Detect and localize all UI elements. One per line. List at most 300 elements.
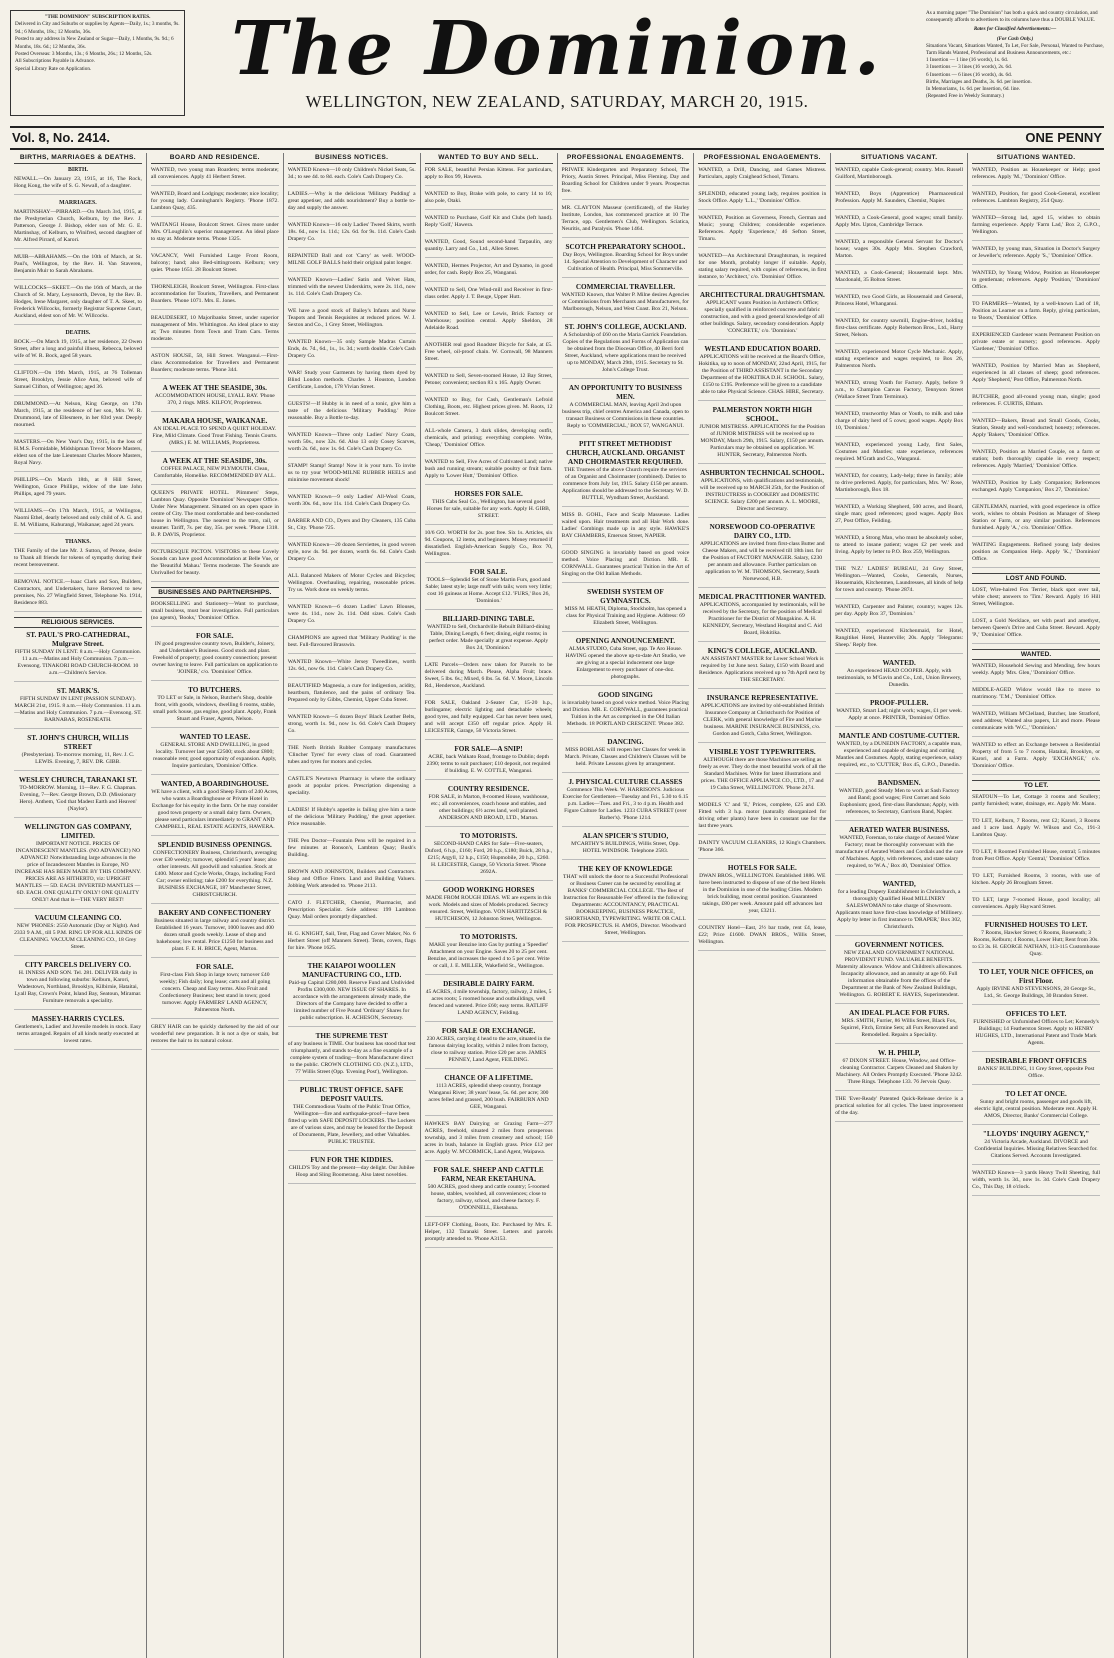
advertisement-body: THIS Cabs Seal Co., Wellington, has several good Horses for sale, suitable for any work. Apply H. GIBB, STREET.: [426, 499, 551, 519]
advertisement-heading: FOR SALE—A SNIP!: [454, 745, 523, 753]
classified-notice: WANTED, Position as Housekeeper or Help; good references. Apply 'M.,' 'Dominion' Office.: [972, 167, 1100, 186]
display-advertisement: [698, 748, 826, 797]
display-advertisement: [835, 880, 963, 936]
classified-columns: [10, 153, 1104, 1658]
advertisement-heading: CHANCE OF A LIFETIME.: [444, 1074, 533, 1082]
advertisement-heading: MASSEY-HARRIS CYCLES.: [31, 1015, 125, 1023]
advertisement-body: WANTED Known, that Walter P. Milne desires Agencies or Commissions from Merchants and Manufacturers, for Marlborough, Nelson, and West Coast. Box 21, Nelson.: [561, 292, 690, 312]
classified-notice: THORNLEIGH, Boulcott Street, Wellington. First-class accommodation for Tourists, Travellers, and Permanent Boarders. 'Phone 1071. Mrs. E. Jones.: [151, 284, 279, 310]
classified-notice: WANTED, a Strong Man, who must be absolutely sober, to attend to insane patient; wages £2 per week and living. Apply by letter to P.O. Box 259, Wellington.: [835, 535, 963, 561]
advertisement-body: DWAN BROS., WELLINGTON. Established 1886. WE have been instructed to dispose of one of the best Hotels in the Dominion in one of the leading Cities. Modern brick building, most central position. Guaranteed takings, £80 per week. Amount paid off advances last year, £3211.: [699, 873, 826, 914]
advertisement-heading: TO LET, YOUR NICE OFFICES, on First Floor.: [978, 968, 1094, 985]
column-header: BOARD AND RESIDENCE.: [151, 153, 279, 164]
classified-notice: WAR! Study your Garments by having them dyed by Blind London methods. Charles J. Houston, London Certificate, London, 178 Vivian Street.: [288, 370, 416, 396]
advertisement-body: is invariably based on good voice method. Voice Placing and Diction. MR. E. CORNWALL, guarantees practical Tuition in the Art as comprised in the Old Italian Methods. 18 PORTLAND CRESCENT. 'Phone 382.: [562, 700, 689, 727]
display-advertisement: [562, 440, 690, 507]
classified-notice: WANTED to Purchase, Golf Kit and Clubs (left hand). Reply 'Golf,' Hawera.: [425, 215, 553, 234]
advertisement-body: WANTED, Foreman, to take charge of Aerated Water Factory; must be thoroughly conversant with the manufacture of Aerated Waters and Cordials and the care of Machines. Apply, with references, and state salary required, to 'W.A.,' Box 40, 'Dominion' Office.: [835, 835, 964, 869]
advertisement-body: NEW ZEALAND GOVERNMENT NATIONAL PROVIDENT FUND. VALUABLE BENEFITS. Maternity allowance. Widow and Children's allowances. Incapacity allowance, and an annuity at age 60. Full information obtainable from the offices of the Department at the Bank of New Zealand Buildings, Wellington. G. ROBERT E. HAYES, Superintendent.: [836, 950, 963, 998]
column-7: [831, 153, 968, 1658]
classified-notice: REMOVAL NOTICE.—Isaac Clark and Son, Builders, Contractors, and Undertakers, have Removed to new premises, No. 27 Wingfield Street, Telephone No. 1914, Residence 883.: [14, 579, 142, 612]
advertising-line: Situations Vacant, Situations Wanted, To Let, For Sale, Personal, Wanted to Purchase, Tarm Hands Wanted, Professional and Business Announcements, etc.:: [926, 42, 1104, 57]
classified-notice: WANTED, Board and Lodgings; moderate; nice locality; for young lady. Cunningham's Registry. 'Phone 1872. Lambton Quay, 435.: [151, 191, 279, 217]
advertisement-heading: MEDICAL PRACTITIONER WANTED.: [698, 593, 826, 601]
display-advertisement: [698, 406, 826, 464]
classified-notice: WANTED, a responsible General Servant for Doctor's house; wages 30s. Apply Mrs. Stephen Crawford, Marton.: [835, 239, 963, 265]
advertisement-body: CHILD'S Toy and the present—day delight. Our Jubilee Hoop and Sling Boomerang. Also latest novelties.: [288, 1165, 415, 1178]
classified-notice: WANTED, two young man Boarders; terms moderate; all conveniences. Apply 41 Herbert Street.: [151, 167, 279, 186]
advertisement-heading: AN IDEAL PLACE FOR FURS.: [849, 1009, 950, 1017]
display-advertisement: [151, 457, 279, 485]
column-header: SITUATIONS VACANT.: [835, 153, 963, 164]
subscription-line: Delivered in City and Suburbs or supplies by Agents—Daily, 1s.; 3 months, 9s. 9d.; 6 Months, 18s.; 12 Months, 36s.: [15, 21, 180, 35]
advertisement-heading: FOR SALE.: [469, 568, 508, 576]
classified-notice: WANTED Known—5 dozen Boys' Black Leather Belts, strong, worth 1s. 9d., now 1s. 6d. Cole's Cash Drapery Co.: [288, 714, 416, 740]
classified-notice: BARBER AND CO., Dyers and Dry Cleaners, 135 Cuba St., City. 'Phone 725.: [288, 518, 416, 537]
column-header: PROFESSIONAL ENGAGEMENTS.: [562, 153, 690, 164]
classified-notice: MASTERS.—On New Year's Day, 1915, in the loss of H.M.S. Formidable, Midshipman Trevor Moore Masters, eldest son of the late Lieutenant Charles Moore Masters, Royal Navy.: [14, 439, 142, 472]
section-heading: RELIGIOUS SERVICES.: [14, 617, 142, 628]
display-advertisement: [562, 243, 690, 278]
column-header: BIRTHS, MARRIAGES & DEATHS.: [14, 153, 142, 164]
display-advertisement: [425, 490, 553, 525]
advertisement-body: WANTED, by a DUNEDIN FACTORY, a capable man, experienced and capable of designing and cutting Mantles and Costumes. Apply, stating experience, salary required, etc., to 'CUTTER,' Box 45, G.P.O., Dunedin.: [835, 741, 963, 768]
display-advertisement: [835, 826, 963, 875]
classified-notice: DRUMMOND.—At Nelson, King George, on 17th March, 1915, at the residence of her son, Mrs. W. R. Drummond, late of Ellesmere, in her 83rd year. Deeply mourned.: [14, 401, 142, 434]
classified-notice: MR. CLAYTON Masseur (certificated), of the Harley Institute, London, has commenced practice at 10 The Terrace, opp. Gentlemen's Club, Wellington. Sciatica, Neuritis, and Paralysis. 'Phone 1464.: [562, 205, 690, 238]
classified-notice: ASTON HOUSE, 58, Hill Street. Wanganui.—First-class Accommodation for Travellers and Permanent Boarders; moderate terms. 'Phone 344.: [151, 353, 279, 379]
column-6: [694, 153, 831, 1658]
advertisement-heading: J. PHYSICAL CULTURE CLASSES: [568, 778, 683, 786]
advertisement-body: NEW 'PHONES: 2550 Automatic (Day or Night). And 2333 9 A.M., till 5 P.M. RING UP FOR ALL KINDS OF CLEANING. VACUUM CLEANING CO., 18 Grey Street.: [14, 923, 142, 950]
advertisement-heading: DANCING.: [607, 738, 644, 746]
advertisement-heading: VACUUM CLEANING CO.: [34, 914, 122, 922]
classified-notice: CHAMPIONS are agreed that 'Military Pudding' is the best. Full-flavoured Brasswin.: [288, 635, 416, 654]
advertisement-body: WE have a client, with a good Sheep Farm of 240 Acres, who wants a Boardinghouse or Private Hotel in Exchange for his equity in the farm. Or he may consider good town property or a small dairy farm. Owners, please send particulars immediately to GRANT AND CAMPBELL, REAL ESTATE AGENTS, HAWERA.: [151, 789, 279, 830]
advertisement-heading: BILLIARD-DINING TABLE.: [442, 615, 535, 623]
classified-notice: BEAUTIFIED Magnesia, a cure for indigestion, acidity, heartburn, flatulence, and the pains of ordinary Tea. Prepared only by Gibbs, Chemist, Upper Cuba Street.: [288, 683, 416, 709]
advertisement-heading: FURNISHED HOUSES TO LET.: [984, 921, 1088, 929]
classified-notice: WANTED to Sell, One Wind-mill and Receiver in first-class order. Apply J. T. Beuge, Upper Hutt.: [425, 287, 553, 306]
advertisement-body: of any business is TIME. Our business has stood that test triumphantly, and stands to-day as a fine example of a complete system of trading—from Manufacturer direct to the public. CROWN CLOTHING CO. (N.Z.), LTD., 77 Willis Street (Opp. 'Evening Post'), Wellington.: [287, 1041, 416, 1075]
display-advertisement: [835, 699, 963, 727]
advertisement-body: An experienced HEAD COOPER. Apply, with testimonials, to M'Gavin and Co., Ltd., Union Brewery, Dunedin.: [836, 668, 962, 688]
display-advertisement: [151, 780, 279, 836]
column-header: PROFESSIONAL ENGAGEMENTS.: [698, 153, 826, 164]
section-heading: LOST AND FOUND.: [972, 573, 1100, 584]
advertisement-heading: WESTLAND EDUCATION BOARD.: [704, 345, 821, 353]
advertisement-body: CONFECTIONERY Business, Christchurch, averaging over £30 weekly; turnover, splendid 5 years' lease; also other interests. All goodwill and valuation. Stock at £400. Motor and Cycle Works, Otago, including Ford Car; owner enlisting; take £200 for everything. N.Z. BUSINESS EXCHANGE, 187 Manchester Street, CHRISTCHURCH.: [152, 850, 277, 898]
classified-notice: WANTED, experienced Motor Cycle Mechanic. Apply, stating experience and wages required, to Box 26, Palmerston North.: [835, 349, 963, 375]
advertisement-body: WANTED to Sell, Orchardville Rebuilt Billiard-dining Table, Dining Length, 6 feet; dining, eight rooms; in perfect order. Made specially at great expense. Apply Box 24, 'Dominion.': [427, 624, 551, 651]
classified-notice: WANTED, Position by Lady Companion; References exchanged. Apply 'Companion,' Box 27, 'Dominion.': [972, 480, 1100, 499]
advertising-line: (Repeated Free in Weekly Summary.): [926, 93, 1004, 100]
classified-notice: PHILLIPS.—On March 18th, at 8 Hill Street, Wellington, Grace Phillips, widow of the late John Phillips, aged 79 years.: [14, 477, 142, 503]
advertisement-body: Business situated in large railway and country district. Established 16 years. Turnover, 1000 loaves and 400 dozen small goods weekly. Lease of shop and bakehouse; low rental. Price £1250 for business and plant. F. E. H. BRICE, Agent, Marton.: [154, 918, 276, 952]
classified-notice: TO LET, large 7-roomed House, good locality; all conveniences. Apply Hayward Street.: [972, 897, 1100, 916]
display-advertisement: [14, 914, 142, 956]
advertisement-heading: GOOD WORKING HORSES: [442, 886, 535, 894]
display-advertisement: [698, 647, 826, 689]
classified-notice: BOOKSELLING and Stationery—Want to purchase, small business, must bear investigation. Full particulars (no agents), 'Books,' 'Dominion' Office.: [151, 601, 279, 627]
classified-notice: WANTED, Household Sewing and Mending, few hours weekly. Apply 'Mrs. Glen,' 'Dominion' Office.: [972, 663, 1100, 682]
display-advertisement: [151, 384, 279, 412]
advertisement-heading: MANTLE AND COSTUME-CUTTER.: [838, 732, 960, 740]
classified-notice: WAITANGI House, Boulcott Street. Gives more under Mrs. O'Loughlin's superior management. An ideal place to stay at. Moderate terms. 'Phone 1325.: [151, 222, 279, 248]
display-advertisement: [425, 785, 553, 827]
display-advertisement: [151, 963, 279, 1019]
display-advertisement: [151, 417, 279, 452]
advertisement-heading: WELLINGTON GAS COMPANY, LIMITED.: [24, 823, 132, 840]
classified-notice: THE 'N.Z.' LADIES' BUREAU, 24 Grey Street, Wellington.—Wanted, Cooks, Generals, Nurses, Housemaids, Kitchenmen, Laundresses, all kinds of help for town and country. 'Phone 2874.: [835, 566, 963, 599]
classified-notice: TO LET, 8 Roomed Furnished House, central; 5 minutes from Post Office. Apply 'Central,' 'Dominion' Office.: [972, 849, 1100, 868]
classified-notice: WE have a good stock of Bailey's Infants and Nurse Teapots and Tennis Requisites at reduced prices. W. J. Sexton and Co., 1 Grey Street, Wellington.: [288, 308, 416, 334]
classified-notice: WANTED—Bakers, Bread and Small Goods, Cooks, Station, Steady and well-conducted; honesty; references. Apply 'Bakers,' 'Dominion' Office.: [972, 418, 1100, 444]
subscription-rates-box: [10, 10, 185, 116]
classified-notice: WANTED Known—20 dozen Serviettes, in good woven style, now 4s. 9d. per dozen, worth 6s. 6d. Cole's Cash Drapery Co.: [288, 542, 416, 568]
display-advertisement: [425, 832, 553, 881]
classified-notice: BROWN AND JOHNSTON, Builders and Contractors. Shop and Office Fitters. Land and Building Valuers. Jobbing Work attended to. 'Phone 2113.: [288, 869, 416, 895]
advertisement-body: MAKE your Benzine into Gas by putting a 'Speedier' Attachment on your Engine. Saves 20 to 25 per cent. Benzine, and increases the speed 4 to 5 per cent. Write or call, J. E. MILLER, Wakefield St., Wellington.: [427, 942, 550, 969]
classified-notice: THE North British Rubber Company manufactures 'Clincher Tyres' for every class of road. Guaranteed tubes and tyres for motors and cycles.: [288, 745, 416, 771]
classified-notice: WANTED, Hermes Projector, Art and Dynamo, in good order, for cash. Reply Box 25, Wanganui.: [425, 263, 553, 282]
advertisement-body: AN IDEAL PLACE TO SPEND A QUIET HOLIDAY. Fine, Mild Climate. Good Trout Fishing. Tennis Courts. (MRS.) E. M. WILLIAMS, Proprietress.: [152, 426, 278, 446]
advertisement-body: GENERAL STORE AND DWELLING, in good locality. Turnover last year £2500; stock about £800; reasonable rent; good opportunity of expansion. Apply, Inquire particulars, 'Dominion' Office.: [153, 742, 277, 769]
display-advertisement: [425, 1027, 553, 1069]
classified-notice: WANTED, William M'Clelland, Butcher, late Stratford, send address; Wanted also papers, Lit and more. Please communicate with 'W.C.,' 'Dominion.': [972, 711, 1100, 737]
classified-notice: LADIES! If Hubby's appetite is failing give him a taste of the delicious 'Military Pudding,' the great appetiser. Price reasonable.: [288, 807, 416, 833]
classified-notice: WANTED to Sell, Five Acres of Cultivated Land; native bush and running stream; suitable poultry or fruit farm. Apply to 'Lower Hutt,' 'Dominion' Office.: [425, 459, 553, 485]
classified-notice: PICTURESQUE PICTON. VISITORS to these Lovely Sounds can have good Accommodation at Belle Vue, or the 'Beautiful Mahau.' Terms moderate. The Sounds are Unrivalled for beauty.: [151, 549, 279, 582]
classified-notice: 10/6 GO. WORTH for 2s. post free. Six 1s. Articles, six 9d. Coupons, 12 items, and beginners. Money returned if dissatisfied. English-American Supply Co., Box 70, Wellington.: [425, 530, 553, 563]
classified-notice: ALL Balanced Makers of Motor Cycles and Bicycles; Wellington. Overhauling, repairing, reasonable prices. Try us. Work done on weekly terms.: [288, 573, 416, 599]
advertisement-body: IN good progressive country town, Builder's, Joinery, and Undertaker's Business. Good stock and plant. Freehold of property; good country connection; present owner having to leave. Full particulars on application to 'JOINER,' c/o. 'Dominion' Office.: [152, 641, 278, 675]
advertisement-body: COFFEE PALACE, NEW PLYMOUTH. Clean, Comfortable, Homelike. RECOMMENDED BY ALL.: [153, 466, 276, 479]
issue-price: ONE PENNY: [1025, 130, 1102, 145]
display-advertisement: [835, 779, 963, 821]
display-advertisement: [562, 865, 690, 942]
display-advertisement: [151, 841, 279, 904]
classified-notice: WANTED Known—16 only Ladies' Tweed Skirts, worth 18s. 6d., now 1s. 11d.; 12s. 6d. for 9s. 11d. Cole's Cash Drapery Co.: [288, 222, 416, 248]
display-advertisement: [835, 1049, 963, 1091]
column-3: [284, 153, 421, 1658]
column-8: [968, 153, 1104, 1658]
display-advertisement: [698, 694, 826, 743]
advertisement-heading: W. H. PHILP,: [877, 1049, 921, 1057]
section-heading: BUSINESSES AND PARTNERSHIPS.: [151, 587, 279, 598]
display-advertisement: [288, 1032, 416, 1081]
display-advertisement: [562, 738, 690, 773]
advertisement-heading: A WEEK AT THE SEASIDE, 30s.: [162, 457, 267, 465]
advertisement-heading: NORSEWOOD CO-OPERATIVE DAIRY CO., LTD.: [709, 523, 816, 540]
advertisement-heading: ST. MARK'S.: [56, 687, 100, 695]
advertisement-heading: PALMERSTON NORTH HIGH SCHOOL.: [712, 406, 812, 423]
advertisement-body: Paid-up Capital £280,000. Reserve Fund and Undivided Profits £300,000. NEW ISSUE OF SHARES. In accordance with the arrangements already made, the Directors of the Company have decided to offer a limited number of Five Pound 'Ordinary' Shares for public subscription. H. ACHESON, Secretary.: [288, 980, 415, 1021]
advertisement-heading: TO LET AT ONCE.: [1005, 1090, 1067, 1098]
classified-notice: GOOD SINGING is invariably based on good voice method. Voice Placing and Diction. MR. E. CORNWALL. Guarantees practical Tuition in the Art of Singing on the Old Italian Methods.: [562, 550, 690, 583]
advertisement-heading: ARCHITECTURAL DRAUGHTSMAN.: [699, 291, 825, 299]
display-advertisement: [972, 921, 1100, 963]
classified-notice: WANTED, experienced Kitchenmaid, for Hotel, Rangitikei Hotel, Hunterville; 20s. Apply 'Telegrams: Sheep.' Reply free.: [835, 628, 963, 654]
advertising-lead: As a morning paper "The Dominion" has both a quick and country circulation, and consequently affords to advertisers to its columns have thus a DOUBLE VALUE.: [926, 10, 1098, 24]
classified-notice: MUIR—ABRAHAMS.—On the 10th of March, at St. Paul's, Wellington, by the Rev. H. Van Staveren, Benjamin Muir to Sarah Abrahams.: [14, 254, 142, 280]
advertisement-body: ALMA STUDIO, Cuba Street, opp. Te Aro House. HAVING opened the above up-to-date Art Studio, we are giving at a special inducement one large Enlargement to every purchaser of one-doz. photographs.: [565, 646, 686, 680]
advertisement-body: A Scholarship of £60 on the Maria Garrick Foundation. Copies of the Regulations and Forms of Application can be obtained from the Diocesan Office, 40 Berri ford Street, Auckland, where applications must be received up to MONDAY, March 29th, 1915. Secretary to St. John's College Trust.: [562, 332, 689, 373]
display-advertisement: [698, 345, 826, 401]
advertisement-body: FIFTH SUNDAY IN LENT. 8 a.m.—Holy Communion. 11 a.m.—Matins and Holy Communion. 7 p.m.—Evensong. TINAKORI ROAD CHURCH-ROOM. 10 a.m.—Children's Service.: [14, 649, 142, 676]
advertisement-heading: THE KEY OF KNOWLEDGE: [578, 865, 673, 873]
display-advertisement: [288, 962, 416, 1027]
classified-notice: WANTED, trustworthy Man or Youth, to milk and take charge of dairy herd of 5 cows; good wages. Apply Box 10, 'Dominion.': [835, 411, 963, 437]
advertisement-heading: WANTED TO LEASE.: [179, 733, 251, 741]
advertisement-heading: BANDSMEN.: [877, 779, 921, 787]
display-advertisement: [425, 1074, 553, 1116]
classified-notice: WANTED—Strong lad, aged 15, wishes to obtain farming experience. Apply 'Farm Lad,' Box 2, G.P.O., Wellington.: [972, 215, 1100, 241]
notice-subheading: THANKS.: [64, 539, 91, 545]
classified-notice: WANTED to Buy, for Cash, Gentleman's Lefroid Clothing, Boots, etc. Highest prices given. M. Roots, 12 Boulcott Street.: [425, 397, 553, 423]
display-advertisement: [562, 283, 690, 318]
classified-notice: SEATOUN—To Let, Cottage 3 rooms and Scullery; partly furnished; water, drainage, etc. Apply Mr. Mann.: [972, 794, 1100, 813]
display-advertisement: [425, 568, 553, 610]
classified-notice: WANTED Known—9 only Ladies' All-Wool Coats, worth 30s. 6d., now 11s. 11d. Cole's Cash Drapery Co.: [288, 494, 416, 513]
classified-notice: FOR SALE, Oakland 2-Seater Car, 15-20 h.p., burlingame; electric lighting and detachable wheels; good tyres, and fully equipped. Car has never been used, and will accept £350 off regular price. Apply H. LEICESTER, Garage, 50 Victoria Street.: [425, 700, 553, 740]
advertisement-heading: ALAN SPICER'S STUDIO,: [582, 832, 669, 840]
classified-notice: LEFT-OFF Clothing, Boots, Etc. Purchased by Mrs. E. Helper, 132 Taranaki Street. Letters and parcels promptly attended to. 'Phone A3153.: [425, 1222, 553, 1248]
classified-notice: ALL-whole Camera, 3 dark slides, developing outfit, chemicals, and printing; everything complete. Write, 'Cheap,' 'Dominion' Office.: [425, 428, 553, 454]
display-advertisement: [835, 1009, 963, 1044]
classified-notice: LOST, a Gold Necklace, set with pearl and amethyst, between Queen's Drive and Cuba Street. Reward. Apply 'P.,' 'Dominion' Office.: [972, 618, 1100, 644]
advertisement-body: ACRE, back Walkato Road, frontage to Dublin; depth 2390; terms to suit purchaser; £10 deposit, not required if building. E. W. COTTLE, Wanganui.: [426, 754, 551, 774]
display-advertisement: [972, 968, 1100, 1005]
classified-notice: WANTED, Position by Married Man as Shepherd, experienced in all classes of sheep; good references. Apply 'Shepherd,' Post Office, Palmerston North.: [972, 363, 1100, 389]
classified-notice: WANTED to Sell, Lee or Lewis, Brick Factory or Warehouse; position central. Apply Sheldon, 28 Adelaide Road.: [425, 311, 553, 337]
classified-notice: BUTCHER, good all-round young man, single; good references. F. CURTIS, Eltham.: [972, 394, 1100, 413]
classified-notice: MISS B. GOHL, Face and Scalp Masseuse. Ladies waited upon. Hair treatments and all Hair Work done. Ladies' Combings made up in any style. HAWKE'S BAY CHAMBERS, Emerson Street, NAPIER.: [562, 512, 690, 545]
display-advertisement: [698, 469, 826, 518]
classified-notice: WANTED, for country sawmill, Engine-driver, holding first-class certificate. Apply Robertson Bros., Ltd., Harry Street, Nelson.: [835, 318, 963, 344]
advertisement-heading: WANTED.: [882, 659, 916, 667]
display-advertisement: [835, 941, 963, 1004]
advertisement-body: 45 ACRES, 4 mile township, factory, railway, 2 miles, 5 acres roots; 5 roomed house and outbuildings, well fenced and watered. Price £60; easy terms. RATLIFF LAND AGENCY, Feilding.: [425, 989, 552, 1016]
advertising-line: 1 Insertion — 1 line (16 words), 1s. 6d.: [926, 57, 1008, 64]
classified-notice: REPAINTED Ball and cot 'Carry' as well. WOOD-MILNE GOLF BALLS hold their original paint longer.: [288, 253, 416, 272]
classified-notice: WANTED, Boys (Apprentice) Pharmaceutical Profession. Apply M. Saunders, Chemist, Napier.: [835, 191, 963, 210]
classified-notice: H. G. KNIGHT, Sail, Tent, Flag and Cover Maker, No. 6 Herbert Street (off Manners Street). Tents, covers, flags for hire. 'Phone 1625.: [288, 931, 416, 957]
display-advertisement: [425, 745, 553, 780]
advertisement-heading: DESIRABLE DAIRY FARM.: [443, 980, 535, 988]
advertisement-heading: AERATED WATER BUSINESS.: [848, 826, 950, 834]
advertising-line: In Memoriams, 1s. 6d. per Insertion, 6d. line.: [926, 86, 1021, 93]
display-advertisement: [14, 776, 142, 818]
display-advertisement: [425, 886, 553, 928]
advertisement-body: THE Trustees of the above Church require the services of an Organist and Choirmaster (combined). Duties to commence from July 1st, 1915. Salary £150 per annum. Applications should be addressed to the Secretary. W. D. BUTTLE, Wyndham Street, Auckland.: [562, 467, 689, 501]
advertisement-body: 7 Rooms, Hawker Street; 6 Rooms, Roseneath; 3 Rooms, Kelburn; 4 Rooms, Lower Hutt; Rent from 30s. to £3 3s. H. GEORGE NATHAN, 113-115 Customhouse Quay.: [972, 930, 1100, 957]
advertisement-body: MISS M. HEATH, Diploma, Stockholm, has opened a class for Physical Training and Hygiene. Address: 69 Elizabeth Street, Wellington.: [564, 606, 687, 626]
advertisement-body: Apply IRVINE AND STEVENSONS, 28 George St., Ltd., St. George Buildings, 30 Brandon Street.: [976, 986, 1096, 999]
advertisement-heading: AN OPPORTUNITY TO BUSINESS MEN.: [568, 384, 683, 401]
advertisement-body: 67 DIXON STREET. House, Window, and Office-cleaning Contractor. Carpets Cleaned and Shaken by Machinery. All Orders Promptly Executed. 'Phone 3242. Three Rings. Telephone 133. 76 Jervois Quay.: [836, 1058, 963, 1085]
classified-notice: WANTED Known—Ladies' Satin and Velvet Hats, trimmed with the newest Underskirts, were 2s. 11d., now 1s. 11d. Cole's Cash Drapery Co.: [288, 277, 416, 303]
advertisement-heading: PITT STREET METHODIST CHURCH, AUCKLAND. ORGANIST AND CHOIRMASTER REQUIRED.: [566, 440, 685, 466]
classified-notice: WANTED to Sell, Seven-roomed House, 12 Bay Street, Petone; convenient; section 83 x 165. Apply Owner.: [425, 373, 553, 392]
classified-notice: BOCK.—On March 19, 1915, at her residence, 22 Owen Street, after a long and painful illness, Rebecca, beloved wife of W. R. Bock, aged 58 years.: [14, 339, 142, 365]
classified-notice: LADIES.—Why is the delicious 'Military Pudding' a great appetiser, and adds nourishment? Buy a bottle to-day and supply the answer.: [288, 191, 416, 217]
classified-notice: GREY HAIR can be quickly darkened by the aid of our wonderful new preparation. It is not a dye or stain, but restores the hair to its natural colour.: [151, 1024, 279, 1050]
advertisement-body: M'CARTHY'S BUILDINGS, Willis Street, Opp. HOTEL WINDSOR. Telephone 2583.: [571, 841, 680, 854]
column-header: SITUATIONS WANTED.: [972, 153, 1100, 164]
advertisement-heading: PUBLIC TRUST OFFICE. SAFE DEPOSIT VAULTS.: [299, 1086, 404, 1103]
advertisement-body: FURNISHED or Unfurnished Offices to Let; Kennedy's Buildings; 14 Featherston Street. Apply to HENRY HUGHES, LTD., International Patent and Trade Mark Agents.: [973, 1019, 1099, 1046]
advertisement-body: ALTHOUGH there are those Machines are selling as freely as ever. They do the most beautiful work of all the Standard Machines. Write for latest illustrations and prices. THE OFFICE APPLIANCE CO., LTD., 17 and 19 Cuba Street, WELLINGTON. 'Phone 2474.: [698, 757, 826, 791]
classified-notice: WILLIAMS.—On 17th March, 1915, at Wellington, Naomi Ethel, dearly beloved and only child of A. G. and E. M. Williams, Kahurangi, Waikanae; aged 24 years.: [14, 508, 142, 534]
display-advertisement: [698, 291, 826, 340]
advertisement-body: Commence This Week. W. HARRISON'S. Judicious Exercise for Gentlemen—Tuesday and Fri., 5.30 to 6.15 p.m. Ladies—Tues. and Fri., 3 to 4 p.m. Health and Figure Culture for Ladies. 1233 CUBA STREET (over Barber's). 'Phone 1214.: [562, 787, 689, 821]
display-advertisement: [562, 637, 690, 686]
advertisement-heading: ST. JOHN'S CHURCH, WILLIS STREET: [27, 734, 129, 751]
advertisement-body: A COMMERCIAL MAN, leaving April 2nd upon business trip, chief centres America and Canada, open to transact Business or Commissions in these countries. Reply to 'COMMERCIAL,' BOX 57, WANGANUI.: [562, 402, 689, 429]
advertisement-heading: WANTED,: [882, 880, 916, 888]
classified-notice: COUNTRY Hotel—East, 2½ bar trade, rent £4, lease, £22; Price £1600. DWAN BROS., Willis Street, Wellington.: [698, 925, 826, 951]
classified-notice: WANTED, Carpenter and Painter, country; wages 12s. per day. Apply Box 37, 'Dominion.': [835, 604, 963, 623]
display-advertisement: [562, 588, 690, 632]
classified-notice: WANTED, by young man, Situation in Doctor's Surgery or Jeweller's; reference. Apply 'S.,' 'Dominion' Office.: [972, 246, 1100, 265]
display-advertisement: [14, 734, 142, 771]
classified-notice: QUEEN'S PRIVATE HOTEL. Plimmers' Steps, Lambton Quay. Opposite 'Dominion' Newspaper Office. Under New Management. Situated on an open space in centre of City. The most comfortable and best-conducted house in Wellington. The nearest to the tram, rail, or steamer. Tariff, 7s. per day, 35s. per week. 'Phone 1318. B. P. DAVIS, Proprietor.: [151, 490, 279, 544]
advertisement-heading: ST. JOHN'S COLLEGE, AUCKLAND.: [564, 323, 687, 331]
display-advertisement: [425, 615, 553, 657]
masthead: [10, 6, 1104, 126]
classified-notice: GUESTS!—If Hubby is in need of a tonic, give him a taste of the delicious 'Military Pudding.' Price reasonable. Buy a Bottle to-day.: [288, 401, 416, 427]
display-advertisement: [14, 631, 142, 682]
classified-notice: CATO J. FLETCHER, Chemist, Pharmacist, and Prescription Specialist. Sole address: 199 Lambton Quay. Mail orders promptly dispatched.: [288, 900, 416, 926]
classified-notice: MARTINSHAY—PIRRARD.—On March 3rd, 1915, at the Presbyterian Church, Kelburn, by the Rev. J. Patterson, George J. Bishop, elder son of Mr. G. E. Martinshay, of Kelburn, to Winifred, second daughter of Mr. Alfred Pirrard, of Karori.: [14, 209, 142, 249]
classified-notice: MODELS 'C' and 'E,' Prices, complete, £25 and £30. Fitted with 3 h.p. motor (naturally disorganized for driving other plants) have been in constant use for the last three years.: [698, 802, 826, 835]
classified-notice: WANTED Known—10 only Children's Nickel Seats, 5s. 3d.; to see 4d. to 8d. each. Cole's Cash Drapery Co.: [288, 167, 416, 186]
advertisement-body: FOR SALE, in Marton, 8-roomed House, washhouse, etc.; all conveniences, coach house and stables, and other buildings; 6½ acres land, well planted. ANDERSON AND BROAD, LTD., Marton.: [428, 794, 549, 821]
classified-notice: SPLENDID, educated young lady, requires position in Stock Office. Apply 'L.L.,' 'Dominion' Office.: [698, 191, 826, 210]
advertisement-heading: THE SUPREME TEST: [315, 1032, 388, 1040]
advertisement-body: Gentlemen's, Ladies' and Juvenile models in stock. Easy terms arranged. Repairs of all kinds neatly executed at lowest rates.: [14, 1024, 141, 1044]
advertising-heading: Rates for Classified Advertisements:—: [973, 26, 1057, 33]
display-advertisement: [14, 961, 142, 1010]
column-header: WANTED TO BUY AND SELL.: [425, 153, 553, 164]
display-advertisement: [14, 687, 142, 729]
classified-notice: WANTED, a Drill, Dancing, and Games Mistress. Particulars, apply Craighead School, Timaru.: [698, 167, 826, 186]
advertisement-heading: ASHBURTON TECHNICAL SCHOOL.: [700, 469, 825, 477]
classified-notice: WILLCOCKS—SKEET.—On the 16th of March, at the Church of St. Mary, Leysonorth, Devon, by the Rev. B. Hodges, Irene Margaret, only daughter of T. A. Skeet, to Frederick Willcocks, formerly Registrar Supreme Court, Auckland, eldest son of Mr. W. Willcocks.: [14, 285, 142, 325]
classified-notice: WANTED to Buy, Brake with pole, to carry 14 to 16; also pole, Otaki.: [425, 191, 553, 210]
notice-subheading: BIRTH.: [67, 167, 88, 173]
advertisement-heading: GOVERNMENT NOTICES.: [854, 941, 944, 949]
classified-notice: WANTED, by Young Widow, Position as Housekeeper to gentleman; references. Apply 'Position,' 'Dominion' Office.: [972, 270, 1100, 296]
classified-notice: BEAUDESERT, 10 Majoribanks Street, under superior management of Mrs. Whittington. An ideal place to stay at; Two minutes from Town and Tram Cars. Terms moderate.: [151, 315, 279, 348]
display-advertisement: [835, 732, 963, 774]
advertisement-body: WANTED, Smart Lad; night work; wages, £1 per week. Apply at once. PRINTER, 'Dominion' Office.: [836, 708, 963, 721]
classified-notice: WANTED Known—6 dozen Ladies' Lawn Blouses, were 4s. 11d., now 2s. 11d. Odd sizes. Cole's Cash Drapery Co.: [288, 604, 416, 630]
advertisement-heading: KING'S COLLEGE, AUCKLAND.: [707, 647, 817, 655]
display-advertisement: [972, 1090, 1100, 1125]
advertisement-heading: VISIBLE YOST TYPEWRITERS.: [708, 748, 816, 756]
advertisement-heading: HORSES FOR SALE.: [454, 490, 523, 498]
advertisement-body: THE Commodious Vaults of the Public Trust Office, Wellington—fire and earthquake-proof—have been fitted up with SAFE DEPOSIT LOCKERS. The Lockers are of various sizes, and may be leased for the Deposit of Documents, Plate, Jewellery, and other Valuables. PUBLIC TRUSTEE.: [288, 1104, 416, 1145]
classified-notice: TO LET, Kelburn, 7 Rooms, rent £2; Karori, 3 Rooms and 1 acre land. Apply W. Wilson and Co., 191-3 Lambton Quay.: [972, 818, 1100, 844]
display-advertisement: [151, 909, 279, 958]
advertisement-body: (Presbyterian). To-morrow morning, 11, Rev. J. C. LEWIS. Evening, 7, REV. DR. GIBB.: [21, 752, 135, 765]
advertising-subheading: (For Cash Only.): [996, 35, 1034, 42]
section-heading: TO LET.: [972, 780, 1100, 791]
classified-notice: NEWALL.—On January 23, 1915, at 16, The Rock, Hong Kong, the wife of S. G. Newall, of a daughter.: [14, 176, 142, 195]
classified-notice: WANTED, experienced young Lady, first Sales, Costumes and Mantles; state experience, references required. M'Grath and Co., Wanganui.: [835, 442, 963, 468]
advertisement-heading: SWEDISH SYSTEM OF GYMNASTICS.: [587, 588, 664, 605]
advertisement-heading: TO BUTCHERS.: [188, 686, 242, 694]
classified-notice: WANTED Known—35 only Sample Madras Curtain Ends, 4s. 7d., 6d., 1s., 1s. 3d.; worth double. Cole's Cash Drapery Co.: [288, 339, 416, 365]
column-5: [558, 153, 695, 1658]
display-advertisement: [562, 323, 690, 379]
advertisement-body: AN ASSISTANT MASTER for Lower School Work is required by 1st June next. Salary, £150 with Board and Residence. Applications received up to 7th April next by THE SECRETARY.: [699, 656, 826, 683]
advertisement-body: Sunny and bright rooms, passenger and goods lift, electric light, central position. Moderate rent. Apply H. AMOS, Director, Banks' Commercial College.: [974, 1099, 1098, 1119]
classified-notice: ANOTHER real good Roadster Bicycle for Sale, at £5. Free wheel, oil-proof chain. W. Cornwall, 98 Manners Street.: [425, 342, 553, 368]
display-advertisement: [698, 864, 826, 920]
advertisement-heading: OFFICES TO LET.: [1005, 1010, 1067, 1018]
advertisement-heading: HOTELS FOR SALE.: [727, 864, 797, 872]
subscription-line: Special Library Rate on Application.: [15, 65, 92, 72]
advertisement-body: BANKS' BUILDING, 11 Grey Street, opposite Post Office.: [977, 1066, 1095, 1079]
display-advertisement: [288, 1086, 416, 1151]
classified-notice: MIDDLE-AGED Widow would like to move to matrimony. 'T.M.,' 'Dominion' Office.: [972, 687, 1100, 706]
advertisement-body: IMPORTANT NOTICE. PRICES OF INCANDESCENT MANTLES. (NO ADVANCE!) NO ADVANCE! Notwithstanding large advances in the price of Incandescent Mantles in Europe, NO INCREASE HAS BEEN MADE BY THIS COMPANY. PRICES ARE AS HITHERTO, viz: UPRIGHT MANTLES — 5D. EACH. INVERTED MANTLES — 6D. EACH. ONE QUALITY ONLY! ONE QUALITY ONLY! And that is—THE VERY BEST!: [14, 841, 141, 903]
display-advertisement: [151, 733, 279, 775]
notice-subheading: DEATHS.: [65, 330, 91, 336]
classified-notice: WANTED, strong Youth for Factory. Apply, before 9 a.m., to Champion Canvas Factory, Tennyson Street (Wallace Street Tram Terminus).: [835, 380, 963, 406]
advertisement-heading: FUN FOR THE KIDDIES.: [310, 1156, 393, 1164]
advertisement-heading: DESIRABLE FRONT OFFICES: [985, 1057, 1087, 1065]
classified-notice: FOR SALE, beautiful Persian Kittens. For particulars, apply to Box 99, Hawera.: [425, 167, 553, 186]
advertisement-body: 1113 ACRES, splendid sheep country, frontage Wanganui River; 38 years' lease, 5s. 6d. per acre; 300 acres felled and grassed, 200 bush. FAIRBURN AND GEE, Wanganui.: [428, 1083, 549, 1110]
advertisement-body: 500 ACRES, good sheep and cattle country; 5-roomed house, stables, woolshed, all conveniences; close to factory, railway, school, and cheese factory. F. O'DONNELL, Eketahuna.: [427, 1184, 550, 1211]
advertisement-body: APPLICATIONS will be received at the Board's Office, Hokitika, up to noon of MONDAY, 22nd April, 1915, for the Position of THIRD ASSISTANT in the Secondary Department of the HOKITIKA D.H. SCHOOL. Salary, £150 to £195. Preference will be given to a candidate able to take Physical Science. CHAS. HIRE, Secretary.: [698, 354, 827, 395]
advertisement-heading: FOR SALE.: [196, 963, 234, 971]
advertising-line: 6 Insertions — 6 lines (16 words), 4s. 6d.: [926, 71, 1013, 78]
advertisement-body: SECOND-HAND CARS for Sale—Five-seaters, Duford, 6 h.p., £160; Ford, 20 h.p., £180; Buick, 28 h.p., £215; Argyll, 12 h.p., £150; Hupmobile, 20 h.p., £260. H. LEICESTER, Garage, 50 Victoria Street. 'Phone 2692A.: [425, 841, 553, 875]
advertisement-heading: WESLEY CHURCH, TARANAKI ST.: [18, 776, 138, 784]
dateline: WELLINGTON, NEW ZEALAND, SATURDAY, MARCH 20, 1915.: [305, 92, 809, 111]
advertisement-heading: GOOD SINGING: [597, 691, 653, 699]
classified-notice: LOST, Wire-haired Fox Terrier, black spot over tail, white chest; answers to 'Tim.' Reward. Apply 16 Hill Street, Wellington.: [972, 587, 1100, 613]
classified-notice: WANTED, for country, Lady-help; three in family; able to drive preferred. Apply, for particulars, Mrs. 'W.' Rose, Martinborough, Box 18.: [835, 473, 963, 499]
advertisement-body: MISS BOBLASE will reopen her Classes for week in March. Private, Classes and Children's Classes will be held. Private Lessons given by arrangement.: [564, 747, 687, 767]
display-advertisement: [835, 659, 963, 694]
display-advertisement: [972, 1057, 1100, 1085]
classified-notice: STAMP! Stamp! Stamp! Now it is your turn. To invite us to try your WOOD-MILNE RUBBER HEELS and minimise movement shock!: [288, 463, 416, 489]
classified-notice: TO FARMERS—Wanted, by a well-known Lad of 18, Position as Learner on a farm. Reply, giving particulars, to 'Boots,' 'Dominion' Office.: [972, 301, 1100, 327]
advertisement-body: ACCOMMODATION HOUSE, LYALL BAY. 'Phone 370, 2 rings. MRS. KILFOY, Proprietress.: [154, 393, 275, 406]
classified-notice: WANTED, Position as Married Couple, on a farm or station; both thoroughly capable in every respect; references. Apply 'Married,' 'Dominion' Office.: [972, 449, 1100, 475]
subscription-line: All Subscriptions Payable in Advance.: [15, 58, 95, 65]
advertising-lines: [926, 43, 1104, 101]
display-advertisement: [698, 523, 826, 588]
classified-notice: WANTED Known—3 yards Heavy Twill Sheeting, full width, worth 1s. 3d., now 1s. 3d. Cole's Cash Drapery Co., This Day, 18 o'clock.: [972, 1170, 1100, 1196]
display-advertisement: [972, 1010, 1100, 1052]
classified-notice: TO LET, Furnished Rooms, 3 rooms, with use of kitchen. Apply 26 Brougham Street.: [972, 873, 1100, 892]
advertisement-heading: FOR SALE.: [196, 632, 234, 640]
advertisement-body: MADE FROM ROUGH IDEAS. WE are experts in this work. Models and sizes of Models produced. Secrecy ensured. Street, Wellington. VON HARTITZSCH & HUTCHESON, 12 Johnston Street, Wellington.: [425, 895, 552, 922]
advertisement-body: 24 Victoria Arcade, Auckland. DIVORCE and Confidential Inquiries. Missing Relatives Searched for. Citations Served. Accounts Investigated.: [974, 1139, 1098, 1159]
issue-info-bar: [10, 126, 1104, 150]
display-advertisement: [562, 778, 690, 827]
display-advertisement: [288, 1156, 416, 1184]
advertising-line: 3 Insertions — 3 lines (16 words), 2s. 6d.: [926, 64, 1013, 71]
advertisement-body: MRS. SMITH, Furrier, 86 Willis Street, Black Fox, Squirrel, Fitch, Ermine Sets; all Furs Renovated and Remodelled. Repairs a Speciality.: [840, 1018, 958, 1038]
